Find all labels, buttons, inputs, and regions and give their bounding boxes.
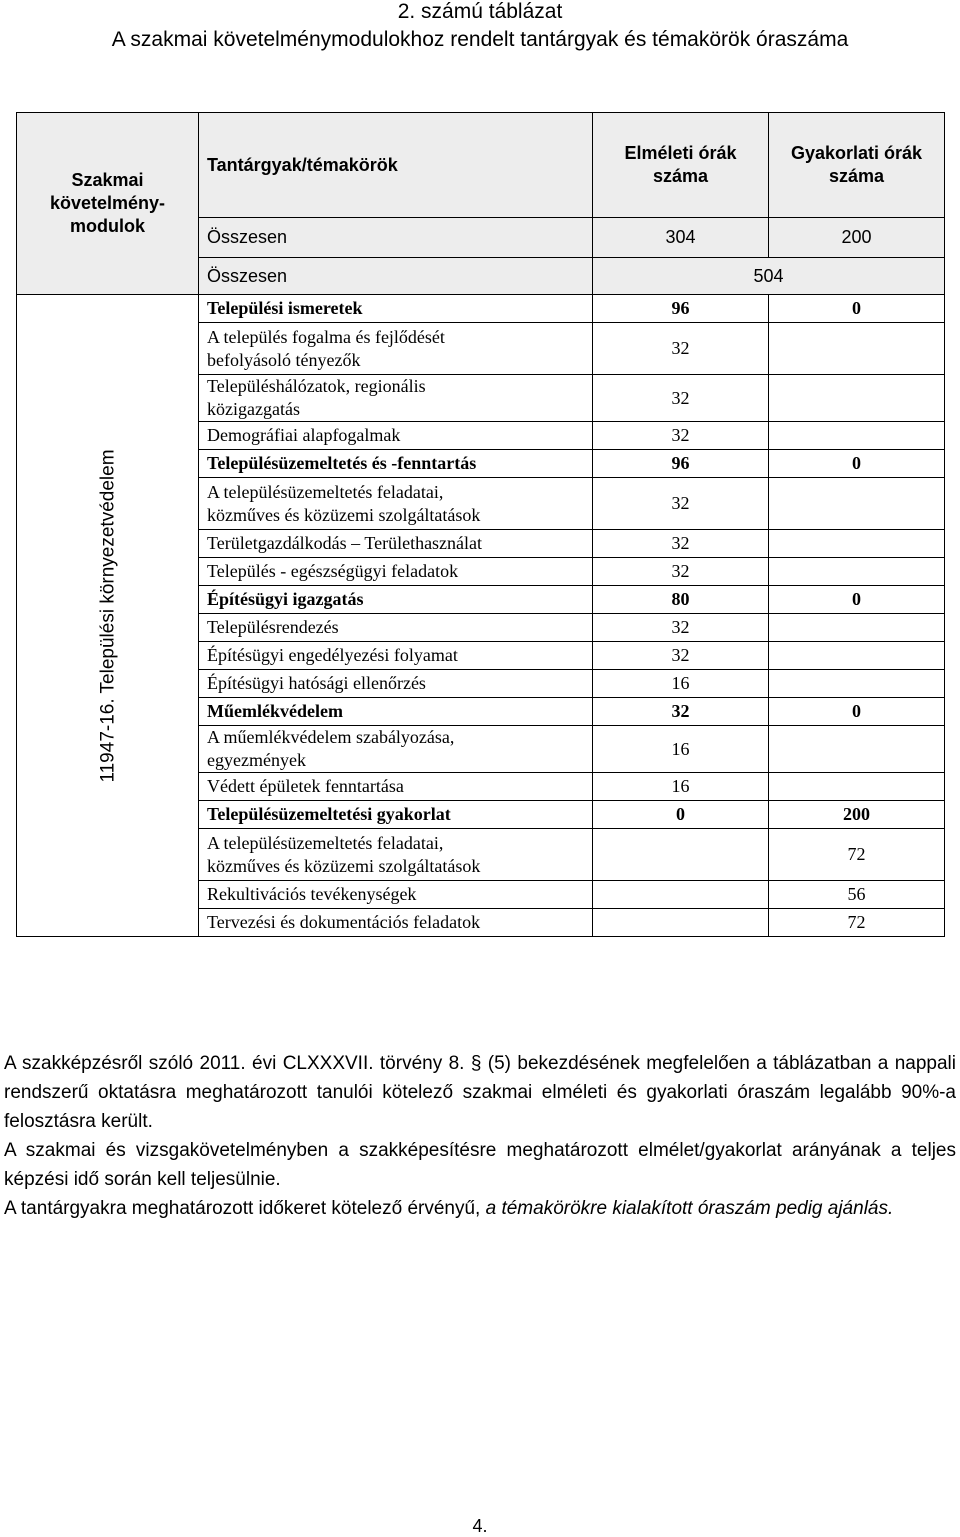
row-practice: 0 — [769, 295, 945, 323]
page-number: 4. — [472, 1516, 488, 1536]
grand-total-label: Összesen — [199, 258, 593, 295]
row-label: Területgazdálkodás – Területhasználat — [199, 530, 593, 558]
row-practice — [769, 478, 945, 530]
module-cell — [17, 295, 199, 937]
row-practice — [769, 323, 945, 375]
row-theory: 80 — [593, 586, 769, 614]
table-title: A szakmai követelménymodulokhoz rendelt tantárgyak és témakörök óraszáma — [111, 28, 849, 51]
row-theory — [593, 829, 769, 881]
row-label: Műemlékvédelem — [199, 698, 593, 726]
row-practice: 0 — [769, 698, 945, 726]
grand-total-value: 504 — [593, 258, 945, 295]
note-paragraph-3 — [4, 1194, 956, 1223]
row-practice — [769, 670, 945, 698]
header-row — [17, 113, 945, 218]
row-label: Építésügyi igazgatás — [199, 586, 593, 614]
row-theory: 32 — [593, 642, 769, 670]
row-practice — [769, 422, 945, 450]
row-theory: 32 — [593, 323, 769, 375]
row-label: A településüzemeltetés feladatai, közműves és közüzemi szolgáltatások — [199, 478, 593, 530]
row-theory: 96 — [593, 295, 769, 323]
row-theory: 16 — [593, 670, 769, 698]
row-label: Demográfiai alapfogalmak — [199, 422, 593, 450]
note-3-normal: A tantárgyakra meghatározott időkeret kötelező érvényű, — [4, 1198, 486, 1219]
row-practice: 72 — [769, 829, 945, 881]
module-col-header: Szakmai követelmény-modulok — [17, 113, 199, 295]
row-theory: 32 — [593, 530, 769, 558]
row-practice: 200 — [769, 801, 945, 829]
row-theory: 32 — [593, 375, 769, 422]
row-practice — [769, 614, 945, 642]
row-label: A műemlékvédelem szabályozása, egyezmények — [199, 726, 593, 773]
module-name: 11947-16. Települési környezetvédelem — [97, 448, 118, 783]
row-practice — [769, 375, 945, 422]
totals-theory: 304 — [593, 218, 769, 258]
theory-col-header: Elméleti órák száma — [593, 113, 769, 218]
totals-label: Összesen — [199, 218, 593, 258]
row-theory — [593, 909, 769, 937]
notes — [4, 1049, 956, 1223]
table-number: 2. számú táblázat — [397, 0, 563, 23]
row-practice — [769, 726, 945, 773]
row-label: A település fogalma és fejlődését befolyásoló tényezők — [199, 323, 593, 375]
note-paragraph-2: A szakmai és vizsgakövetelményben a szakképesítésre meghatározott elmélet/gyakorlat arányának a teljes képzési idő során kell teljesülnie. — [4, 1140, 956, 1190]
row-label: Települési ismeretek — [199, 295, 593, 323]
row-theory: 32 — [593, 558, 769, 586]
row-practice: 0 — [769, 586, 945, 614]
row-label: Védett épületek fenntartása — [199, 773, 593, 801]
row-theory: 32 — [593, 614, 769, 642]
row-practice — [769, 530, 945, 558]
practice-col-header: Gyakorlati órák száma — [769, 113, 945, 218]
row-theory: 32 — [593, 422, 769, 450]
row-theory: 0 — [593, 801, 769, 829]
note-3-italic: a témakörökre kialakított óraszám pedig ajánlás. — [485, 1198, 894, 1219]
row-label: Építésügyi hatósági ellenőrzés — [199, 670, 593, 698]
totals-practice: 200 — [769, 218, 945, 258]
row-practice — [769, 773, 945, 801]
row-label: Településhálózatok, regionális közigazgatás — [199, 375, 593, 422]
row-practice — [769, 558, 945, 586]
row-theory: 96 — [593, 450, 769, 478]
row-theory: 16 — [593, 773, 769, 801]
row-practice: 56 — [769, 881, 945, 909]
row-label: Településrendezés — [199, 614, 593, 642]
note-paragraph-1: A szakképzésről szóló 2011. évi CLXXXVII. törvény 8. § (5) bekezdésének megfelelően a táblázatban a nappali rendszerű oktatásra meghatározott tanulói kötelező szakmai elméleti és gyakorlati óraszám legalább 90%-a felosztásra került. — [4, 1053, 956, 1132]
row-practice — [769, 642, 945, 670]
row-practice: 0 — [769, 450, 945, 478]
row-label: Településüzemeltetési gyakorlat — [199, 801, 593, 829]
row-theory: 16 — [593, 726, 769, 773]
subjects-col-header: Tantárgyak/témakörök — [199, 113, 593, 218]
row-label: Településüzemeltetés és -fenntartás — [199, 450, 593, 478]
row-theory: 32 — [593, 478, 769, 530]
hours-table — [16, 112, 945, 937]
row-label: Tervezési és dokumentációs feladatok — [199, 909, 593, 937]
row-label: Rekultivációs tevékenységek — [199, 881, 593, 909]
row-label: Település - egészségügyi feladatok — [199, 558, 593, 586]
row-label: Építésügyi engedélyezési folyamat — [199, 642, 593, 670]
row-theory — [593, 881, 769, 909]
row-label: A településüzemeltetés feladatai, közműves és közüzemi szolgáltatások — [199, 829, 593, 881]
row-theory: 32 — [593, 698, 769, 726]
table-row — [17, 295, 945, 323]
row-practice: 72 — [769, 909, 945, 937]
